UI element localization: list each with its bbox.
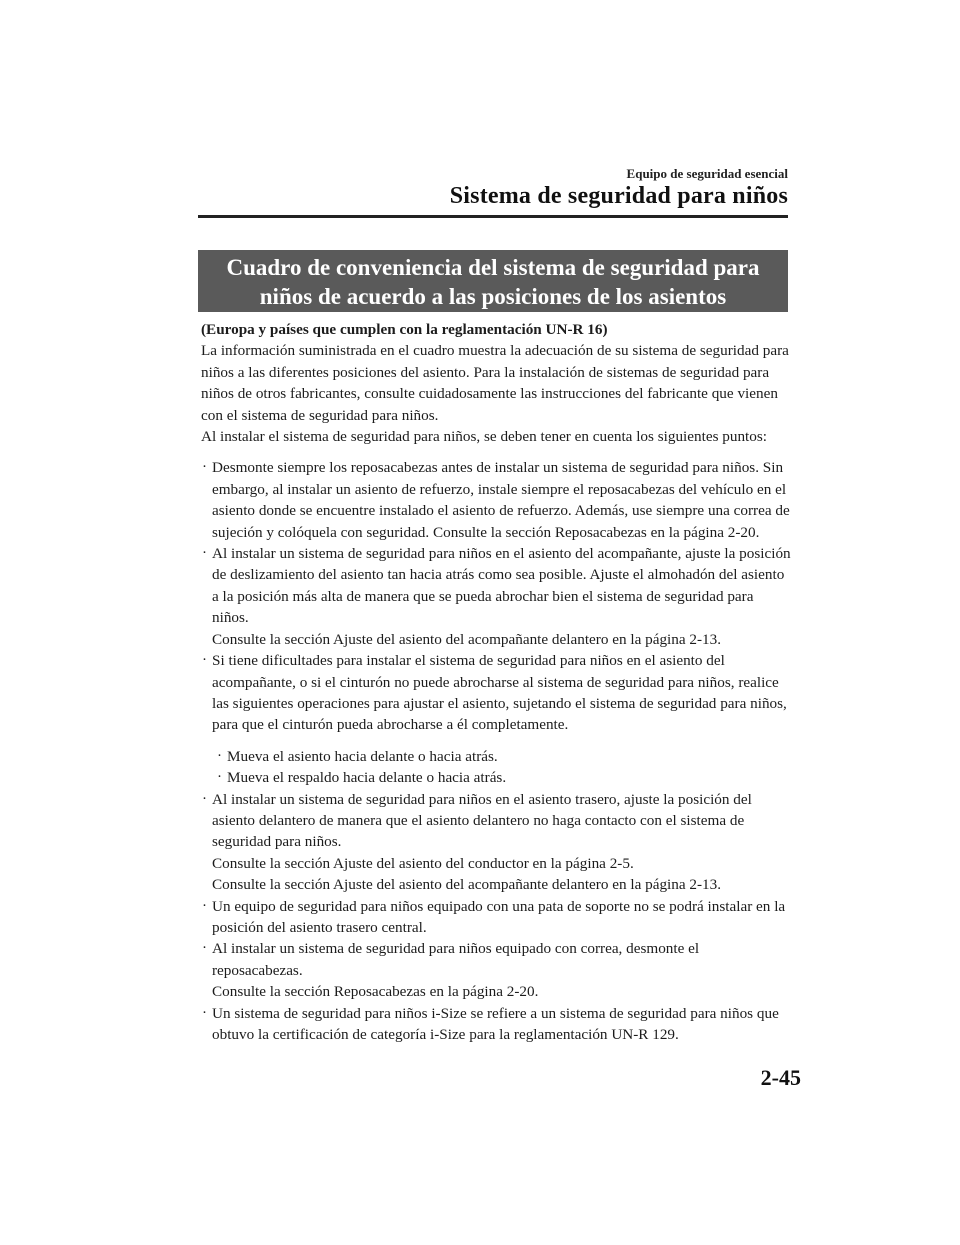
bullet-list [201, 457, 793, 735]
header-divider [198, 215, 788, 218]
bullet-dot-icon: · [202, 940, 207, 957]
bullet-dot-icon: · [202, 459, 207, 476]
list-item [216, 767, 793, 788]
banner-line-2: niños de acuerdo a las posiciones de los asientos [259, 284, 727, 309]
list-item [201, 938, 793, 1002]
section-banner [198, 250, 788, 312]
list-item-text: Mueva el respaldo hacia delante o hacia atrás. [227, 769, 507, 787]
sub-bullet-list [201, 746, 793, 789]
list-item [201, 789, 793, 896]
list-item-text: Consulte la sección Reposacabezas en la página 2-20. [212, 983, 539, 1001]
page-number: 2-45 [760, 1065, 801, 1090]
bullet-dot-icon: · [202, 897, 207, 914]
list-item [216, 746, 793, 767]
intro-paragraph-2: Al instalar el sistema de seguridad para niños, se deben tener en cuenta los siguientes puntos: [201, 428, 768, 446]
region-subtitle: (Europa y países que cumplen con la reglamentación UN-R 16) [201, 321, 608, 338]
list-item-text: Consulte la sección Ajuste del asiento del conductor en la página 2-5. [212, 854, 634, 872]
body-text [201, 319, 793, 1045]
bullet-dot-icon: · [202, 652, 207, 669]
bullet-list-continued [201, 789, 793, 1046]
list-item-text: Consulte la sección Ajuste del asiento del acompañante delantero en la página 2-13. [212, 630, 722, 648]
list-item [201, 457, 793, 543]
list-item-text: Un equipo de seguridad para niños equipado con una pata de soporte no se podrá instalar en la posición del asiento trasero central. [212, 897, 786, 936]
list-item-text: Al instalar un sistema de seguridad para niños en el asiento del acompañante, ajuste la posición de deslizamiento del asiento tan hacia atrás como sea posible. Ajuste el almohadón del asiento a la posición más alta de manera que se pueda abrochar bien el sistema de seguridad para niños. [212, 545, 791, 627]
section-header: Equipo de seguridad esencial [626, 166, 788, 181]
list-item-text: Al instalar un sistema de seguridad para niños en el asiento trasero, ajuste la posición del asiento delantero de manera que el asiento delantero no haga contacto con el sistema de seguridad para niños. [212, 790, 752, 851]
list-item-text: Un sistema de seguridad para niños i-Size se refiere a un sistema de seguridad para niños que obtuvo la certificación de categoría i-Size para la reglamentación UN-R 129. [212, 1004, 779, 1043]
list-item [201, 1003, 793, 1046]
bullet-dot-icon: · [202, 1004, 207, 1021]
intro-paragraph: La información suministrada en el cuadro muestra la adecuación de su sistema de seguridad para niños a las diferentes posiciones del asiento. Para la instalación de sistemas de seguridad para niños de otros fabricantes, consulte cuidadosamente las instrucciones del fabricante que vienen con el sistema de seguridad para niños. [201, 342, 789, 424]
list-item [201, 543, 793, 650]
list-item [201, 650, 793, 736]
list-item-text: Mueva el asiento hacia delante o hacia atrás. [227, 747, 498, 765]
list-item-text: Consulte la sección Ajuste del asiento del acompañante delantero en la página 2-13. [212, 876, 722, 894]
bullet-dot-icon: · [202, 790, 207, 807]
bullet-dot-icon: · [202, 545, 207, 562]
bullet-dot-icon: · [217, 747, 222, 764]
banner-line-1: Cuadro de conveniencia del sistema de seguridad para [226, 255, 760, 280]
bullet-dot-icon: · [217, 769, 222, 786]
list-item-text: Al instalar un sistema de seguridad para niños equipado con correa, desmonte el reposacabezas. [212, 940, 700, 979]
list-item-text: Desmonte siempre los reposacabezas antes de instalar un sistema de seguridad para niños. Sin embargo, al instalar un asiento de refuerzo, instale siempre el reposacabezas del vehículo en el asiento donde se encuentre instalado el asiento de refuerzo. Además, use siempre una correa de sujeción y colóquela con seguridad. Consulte la sección Reposacabezas en la página 2-20. [212, 459, 790, 541]
list-item [201, 896, 793, 939]
list-item-text: Si tiene dificultades para instalar el sistema de seguridad para niños en el asiento del acompañante, o si el cinturón no puede abrocharse al sistema de seguridad para niños, realice las siguientes operaciones para ajustar el asiento, sujetando el sistema de seguridad para niños, para que el cinturón pueda abrocharse a él completamente. [212, 652, 787, 734]
chapter-title: Sistema de seguridad para niños [449, 183, 788, 209]
